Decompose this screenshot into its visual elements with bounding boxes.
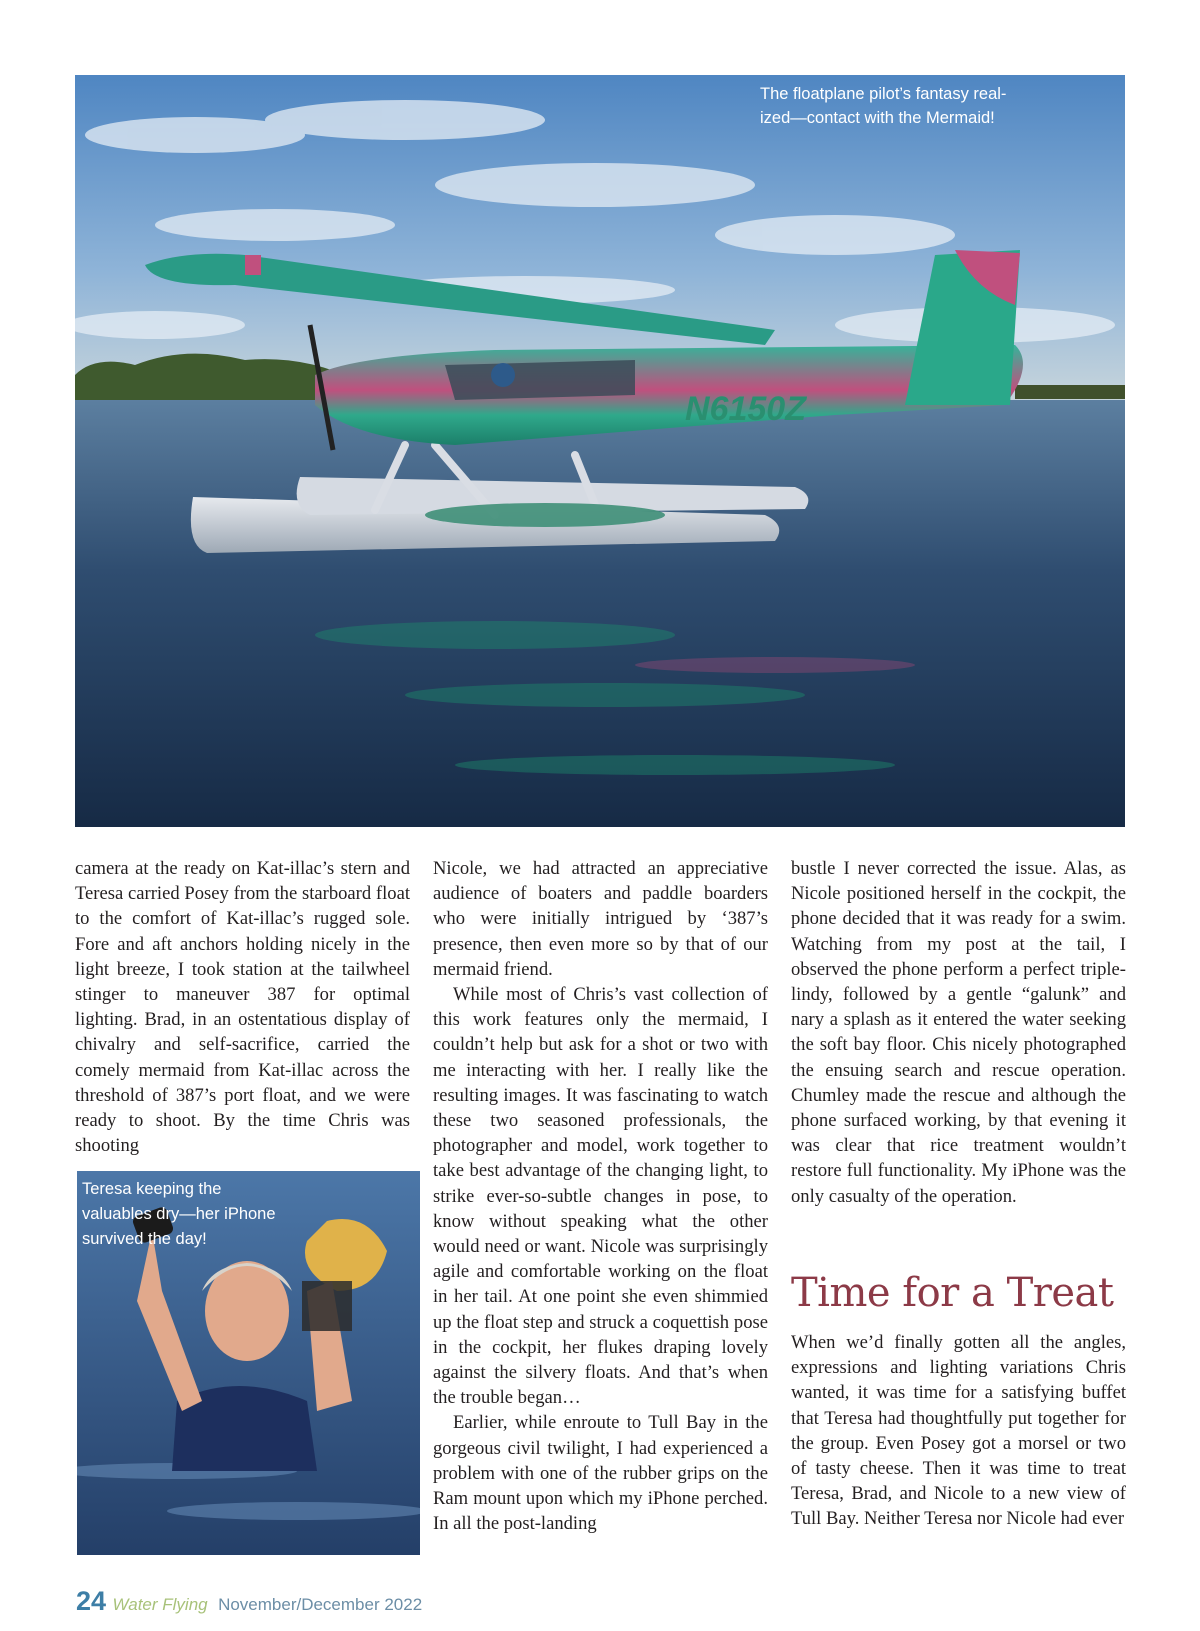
magazine-name: Water Flying bbox=[112, 1595, 208, 1614]
hero-caption: The floatplane pilot’s fantasy real- ized—contact with the Mermaid! bbox=[760, 85, 1007, 127]
hero-photo bbox=[75, 75, 1125, 827]
inset-caption: Teresa keeping the valuables dry—her iPhone survived the day! bbox=[82, 1180, 276, 1248]
article-column-3 bbox=[791, 856, 1126, 1209]
paragraph: Earlier, while enroute to Tull Bay in the gorgeous civil twilight, I had experienced a problem with one of the rubber grips on the Ram mount upon which my iPhone perched. In all the post-landing bbox=[433, 1412, 768, 1535]
paragraph: camera at the ready on Kat-illac’s stern and Teresa carried Posey from the starboard float to the comfort of Kat-illac’s rugged sole. Fore and aft anchors holding nicely in the light breeze, I took station at the tailwheel stinger to maneuver 387 for optimal lighting. Brad, in an ostentatious display of chivalry and self-sacrifice, carried the comely mermaid from Kat-illac across the threshold of 387’s port float, and we were ready to shoot. By the time Chris was shooting bbox=[75, 858, 410, 1157]
paragraph: When we’d finally gotten all the angles, expressions and lighting variations Chris wanted, it was time for a satisfying buffet that Teresa had thoughtfully put together for the group. Even Posey got a morsel or two of tasty cheese. Then it was time to treat Teresa, Brad, and Nicole to a new view of Tull Bay. Neither Teresa nor Nicole had ever bbox=[791, 1332, 1126, 1530]
paragraph: While most of Chris’s vast collection of this work features only the mermaid, I couldn’t help but ask for a shot or two with me interacting with her. I really like the resulting images. It was fascinating to watch these two seasoned professionals, the photographer and model, work together to take best advantage of the changing light, to strike ever-so-subtle changes in pose, to know without speaking what the other would need or want. Nicole was surprisingly agile and comfortable working on the float in her tail. At one point she even shimmied up the float step and struck a coquettish pose in the cockpit, her flukes draping lovely against the silvery floats. And that’s when the trouble began… bbox=[433, 984, 768, 1409]
inset-photo bbox=[77, 1171, 420, 1555]
page-number: 24 bbox=[76, 1586, 107, 1616]
article-column-2 bbox=[433, 856, 768, 1536]
article-column-3-continued bbox=[791, 1330, 1126, 1532]
issue-date: November/December 2022 bbox=[218, 1595, 423, 1614]
paragraph: Nicole, we had attracted an appreciative audience of boaters and paddle boarders who were initially intrigued by ‘387’s presence, then even more so by that of our mermaid friend. bbox=[433, 858, 768, 980]
section-heading: Time for a Treat bbox=[791, 1270, 1114, 1316]
article-column-1 bbox=[75, 856, 410, 1158]
page-footer bbox=[76, 1586, 422, 1617]
floatplane-mermaid-image bbox=[75, 75, 1125, 827]
tail-number: N6150Z bbox=[685, 390, 806, 428]
paragraph: bustle I never corrected the issue. Alas, as Nicole positioned herself in the cockpit, the phone decided that it was ready for a swim. Watching from my post at the tail, I observed the phone perform a perfect triple-lindy, followed by a gentle “galunk” and nary a splash as it entered the water seeking the soft bay floor. Chis nicely photographed the ensuing search and rescue operation. Chumley made the rescue and although the phone surfaced working, by that evening it was clear that rice treatment wouldn’t restore full functionality. My iPhone was the only casualty of the operation. bbox=[791, 858, 1126, 1207]
